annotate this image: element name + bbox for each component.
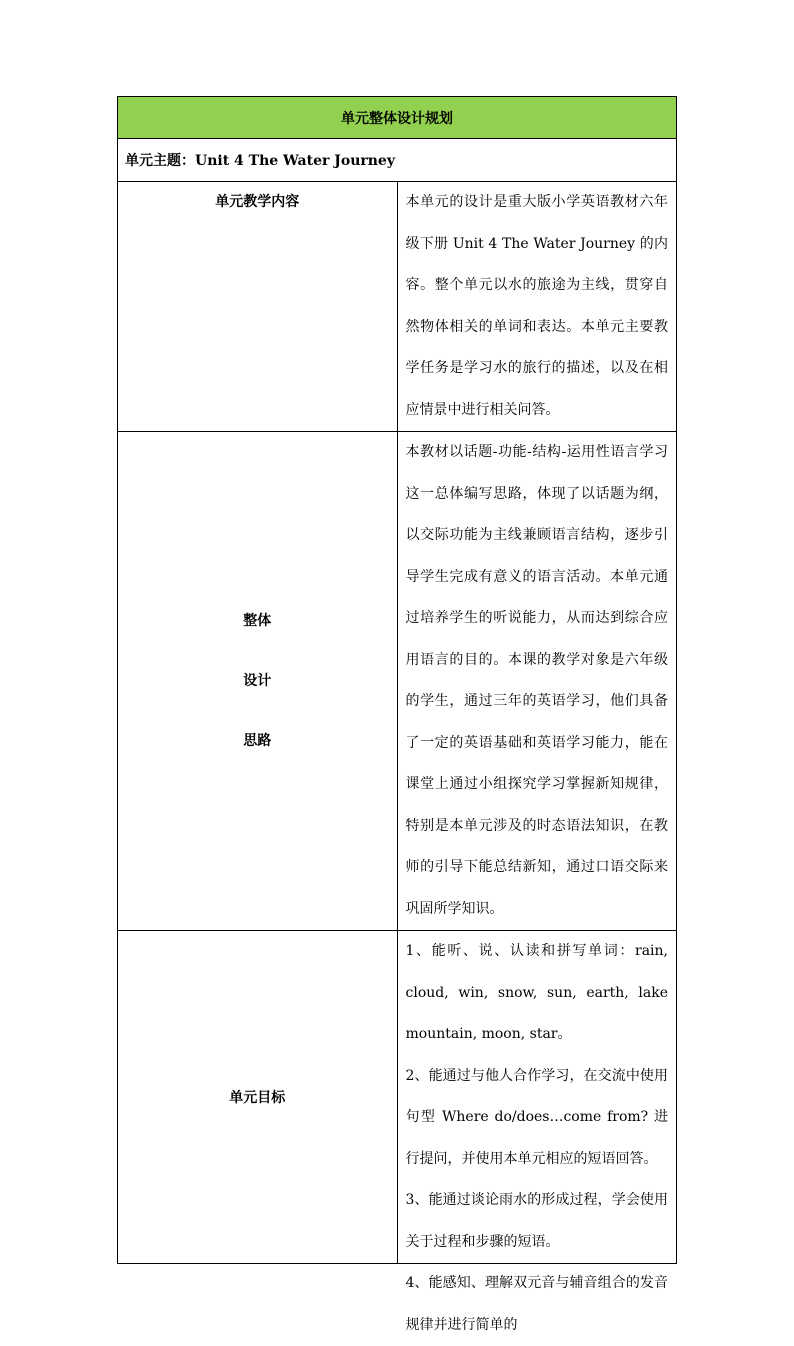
table-title: 单元整体设计规划	[118, 97, 677, 139]
content-paragraph: 本单元的设计是重大版小学英语教材六年级下册 Unit 4 The Water Journey 的内容。整个单元以水的旅途为主线，贯穿自然物体相关的单词和表达。本单元主要教学任务是学习水的旅行的描述，以及在相应情景中进行相关问答。	[405, 194, 668, 418]
content-label: 单元教学内容	[118, 182, 398, 432]
unit-theme: 单元主题：Unit 4 The Water Journey	[118, 139, 677, 182]
goal-item-2: 2、能通过与他人合作学习，在交流中使用句型 Where do/does…come from? 进行提问，并使用本单元相应的短语回答。	[405, 1067, 668, 1167]
design-label-line-1: 整体	[243, 613, 272, 629]
content-row	[118, 182, 677, 432]
design-label	[118, 432, 398, 931]
goals-list	[405, 931, 696, 1333]
design-text	[397, 432, 677, 931]
goals-row	[118, 931, 677, 1264]
design-row	[118, 432, 677, 931]
goals-label: 单元目标	[118, 931, 398, 1264]
title-row	[118, 97, 677, 139]
goal-item-1: 1、能听、说、认读和拼写单词：rain, cloud, win, snow, sun, earth, lake mountain, moon, star。	[405, 943, 696, 1042]
goal-item-4: 4、能感知、理解双元音与辅音组合的发音规律并进行简单的	[405, 1275, 668, 1333]
design-label-line-3: 思路	[243, 733, 272, 749]
goals-text	[397, 931, 696, 1333]
design-label-line-2: 设计	[243, 673, 272, 689]
theme-row	[118, 139, 677, 182]
design-paragraph: 本教材以话题-功能-结构-运用性语言学习这一总体编写思路，体现了以话题为纲，以交际功能为主线兼顾语言结构，逐步引导学生完成有意义的语言活动。本单元通过培养学生的听说能力，从而达到综合应用语言的目的。本课的教学对象是六年级的学生，通过三年的英语学习，他们具备了一定的英语基础和英语学习能力，能在课堂上通过小组探究学习掌握新知规律，特别是本单元涉及的时态语法知识，在教师的引导下能总结新知，通过口语交际来巩固所学知识。	[405, 444, 668, 917]
content-text	[397, 182, 677, 432]
goal-item-3: 3、能通过谈论雨水的形成过程，学会使用关于过程和步骤的短语。	[405, 1192, 668, 1250]
unit-plan-table	[117, 96, 696, 1333]
